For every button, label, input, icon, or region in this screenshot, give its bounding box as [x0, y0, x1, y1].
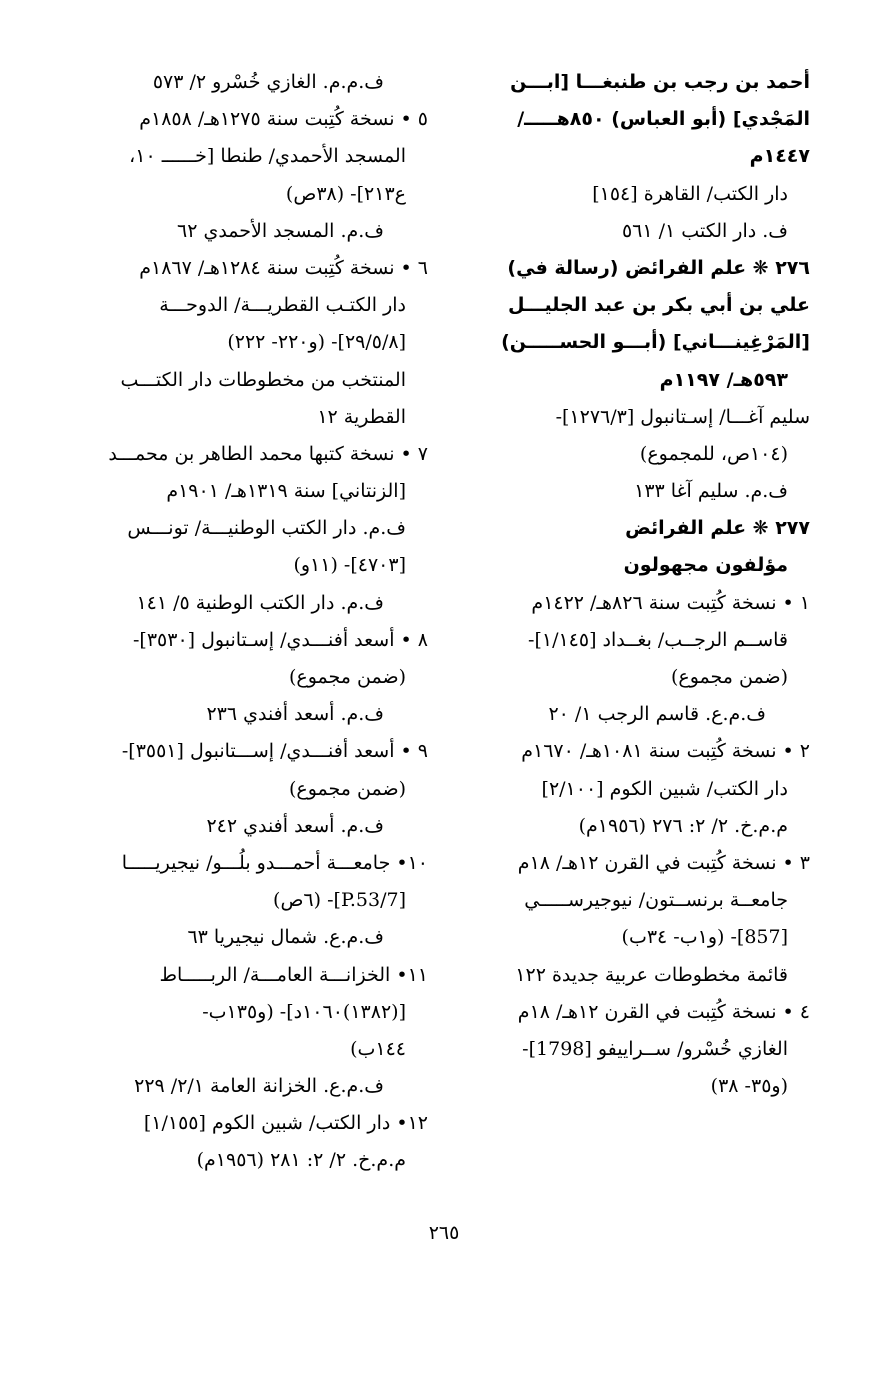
text-line: [P.53/7]- (٦ص): [273, 889, 406, 912]
text-line: قاســم الرجــب/ بغــداد [١/١٤٥]-: [528, 628, 788, 651]
text-line: [(١٣٨٢)١٠٦٠د]- (و١٣٥ب-: [202, 1000, 406, 1023]
text-line: ف.م. دار الكتب الوطنية ٥/ ١٤١: [136, 591, 384, 614]
text-line: (ضمن مجموع): [670, 666, 788, 688]
text-line: ف.م. دار الكتب الوطنيـــة/ تونـــس: [127, 517, 406, 540]
text-line: علي بن أبي بكر بن عبد الجليـــل: [508, 294, 810, 317]
text-line: قائمة مخطوطات عربية جديدة ١٢٢: [515, 963, 788, 986]
text-line: ٤ • نسخة كُتِبت في القرن ١٢هـ/ ١٨م: [517, 1000, 810, 1023]
text-line: ف.م. أسعد أفندي ٢٤٢: [206, 814, 384, 837]
text-line: ٩ • أسعد أفنـــدي/ إســـتانبول [٣٥٥١]-: [121, 740, 428, 763]
text-line: المَجْدي] (أبو العباس) ٨٥٠هـــــ/: [517, 108, 810, 131]
text-line: ٢٧٦ ❋ علم الفرائض (رسالة في): [507, 256, 810, 279]
text-line: المسجد الأحمدي/ طنطا [خــــــ ١٠،: [129, 145, 406, 168]
page-number: ٢٦٥: [428, 1222, 460, 1244]
text-line: المنتخب من مخطوطات دار الكتـــب: [120, 368, 406, 391]
text-line: جامعــة برنســتون/ نيوجيرســـــي: [524, 889, 788, 912]
text-line: [857]- (و١ب- ٣٤ب): [621, 926, 788, 949]
text-line: ف. دار الكتب ١/ ٥٦١: [621, 219, 788, 242]
text-line: ٣ • نسخة كُتِبت في القرن ١٢هـ/ ١٨م: [517, 851, 810, 874]
text-line: (١٠٤ص، للمجموع): [639, 442, 788, 465]
text-line: [٢٩/٥/٨]- (و٢٢٠- ٢٢٢): [227, 331, 406, 354]
text-line: دار الكتـب القطريـــة/ الدوحـــة: [159, 294, 406, 317]
text-line: ١ • نسخة كُتِبت سنة ٨٢٦هـ/ ١٤٢٢م: [531, 591, 810, 614]
text-line: ١٤٤٧م: [749, 145, 810, 168]
text-line: ٨ • أسعد أفنـــدي/ إسـتانبول [٣٥٣٠]-: [132, 628, 428, 651]
text-line: ١٤٤ب): [350, 1037, 406, 1060]
text-line: ف.م.ع. شمال نيجيريا ٦٣: [187, 926, 384, 949]
text-line: دار الكتب/ القاهرة [١٥٤]: [592, 182, 788, 205]
text-line: ٦ • نسخة كُتِبت سنة ١٢٨٤هـ/ ١٨٦٧م: [139, 256, 428, 279]
text-line: مؤلفون مجهولون: [623, 554, 788, 577]
text-line: (ضمن مجموع): [288, 777, 406, 800]
text-line: ف.م.ع. الخزانة العامة ٢/١/ ٢٢٩: [134, 1075, 384, 1098]
left-column: [98, 64, 428, 1180]
text-line: [المَرْغِينـــاني] (أبـــو الحســـــن): [501, 331, 810, 354]
text-line: ٥ • نسخة كُتِبت سنة ١٢٧٥هـ/ ١٨٥٨م: [139, 108, 428, 131]
text-line: ف.م. أسعد أفندي ٢٣٦: [206, 703, 384, 726]
text-line: ف.م. سليم آغا ١٣٣: [634, 480, 788, 503]
text-line: [٤٧٠٣]- (١١و): [293, 554, 406, 577]
text-line: ٢ • نسخة كُتِبت سنة ١٠٨١هـ/ ١٦٧٠م: [521, 740, 810, 763]
text-line: (و٣٥- ٣٨): [710, 1075, 788, 1098]
text-line: ١٠• جامعـــة أحمـــدو بلُـــو/ نيجيريـــــا: [121, 851, 428, 874]
text-line: ٧ • نسخة كتبها محمد الطاهر بن محمـــد: [108, 442, 428, 465]
text-line: ٢٧٧ ❋ علم الفرائض: [625, 517, 810, 540]
text-line: الغازي خُسْرو/ ســراييفو [1798]-: [522, 1037, 788, 1060]
right-column: [472, 64, 810, 1105]
text-line: م.م.خ. ٢/ ٢: ٢٧٦ (١٩٥٦م): [578, 814, 788, 837]
text-line: القطرية ١٢: [317, 405, 406, 428]
text-line: أحمد بن رجب بن طنبغـــا [ابـــن: [510, 71, 810, 93]
text-line: ١٢• دار الكتب/ شبين الكوم [١/١٥٥]: [143, 1112, 428, 1135]
text-line: م.م.خ. ٢/ ٢: ٢٨١ (١٩٥٦م): [196, 1149, 406, 1172]
text-line: سليم آغـــا/ إسـتانبول [١٢٧٦/٣]-: [555, 405, 810, 428]
text-line: (ضمن مجموع): [288, 666, 406, 688]
text-line: ع٢١٣]- (٣٨ص): [285, 182, 406, 205]
text-line: [الزنتاني] سنة ١٣١٩هـ/ ١٩٠١م: [166, 480, 406, 503]
text-line: ف.م.م. الغازي خُسْرو ٢/ ٥٧٣: [152, 71, 384, 93]
text-line: دار الكتب/ شبين الكوم [٢/١٠٠]: [541, 777, 788, 800]
text-line: ٥٩٣هـ/ ١١٩٧م: [659, 368, 788, 391]
text-line: ف.م. المسجد الأحمدي ٦٢: [176, 219, 384, 242]
text-line: ف.م.ع. قاسم الرجب ١/ ٢٠: [548, 703, 766, 726]
text-line: ١١• الخزانـــة العامـــة/ الربـــــاط: [159, 963, 428, 986]
